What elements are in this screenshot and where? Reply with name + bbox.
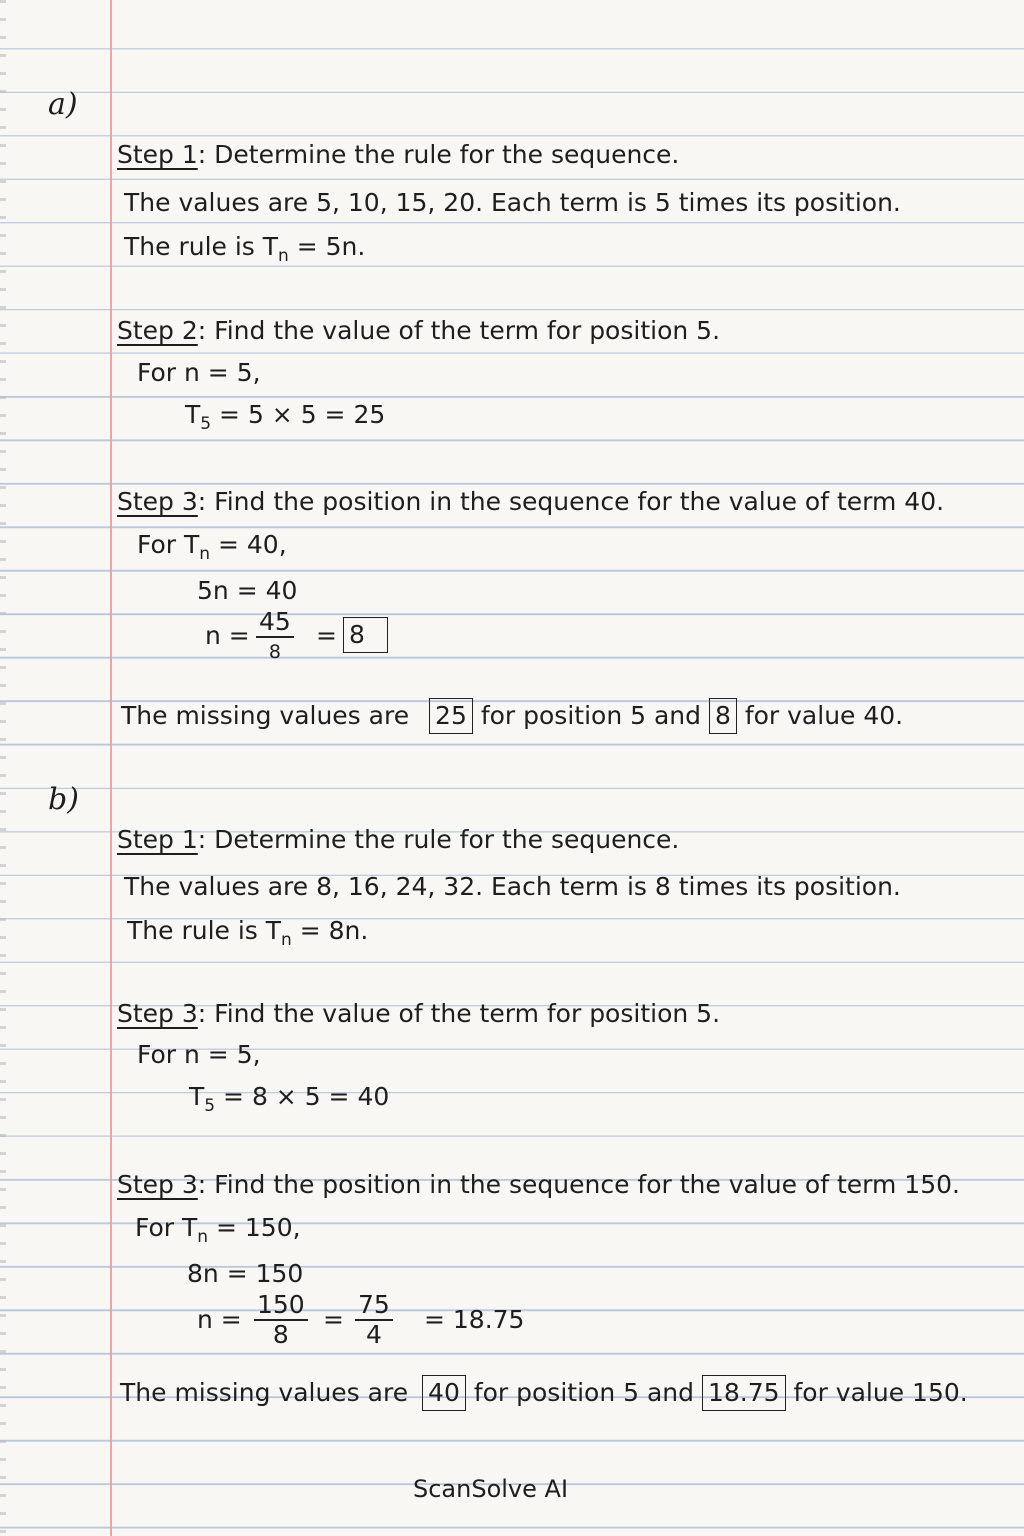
a-step3-text: : Find the position in the sequence for the value of term 40. [197,487,945,516]
b-step3-title: Step 3 [117,1170,198,1199]
a-frac-den: 8 [268,641,281,663]
margin-line [110,0,112,1536]
b-frac1-den: 8 [272,1320,289,1349]
a-step2-calc [185,400,386,434]
a-s3-pre: For T [137,530,200,559]
b-calc-post: = 8 × 5 = 40 [215,1082,390,1111]
b-s3-sub: n [197,1227,209,1247]
b-summary-pre: The missing values are [120,1378,409,1407]
a-s3-sub: n [199,544,211,564]
a-step1-text: : Determine the rule for the sequence. [197,140,680,169]
b-rule-pre: The rule is T [127,916,282,945]
b-step3-line1 [135,1213,301,1247]
a-calc-post: = 5 × 5 = 25 [211,400,386,429]
b-step2-calc [189,1082,390,1116]
a-rule-sub: n [278,246,289,266]
b-frac-eq: = [323,1305,344,1334]
a-n-equals: n = [205,621,250,650]
b-summary-post: for value 150. [793,1378,968,1407]
b-step1-line1: The values are 8, 16, 24, 32. Each term is 8 times its position. [124,872,901,901]
a-calc-sub: 5 [200,414,212,434]
a-calc-pre: T [185,400,201,429]
b-step1-heading [117,825,679,855]
a-step3-equation: 5n = 40 [197,576,298,605]
a-summary-v1: 25 [429,698,473,734]
a-frac-num: 45 [256,608,294,638]
a-step3-line1 [137,530,287,564]
b-step1-text: : Determine the rule for the sequence. [197,825,680,854]
a-fraction [256,608,294,666]
b-frac2-num: 75 [355,1291,393,1321]
a-summary-post: for value 40. [744,701,904,730]
a-step1-line1: The values are 5, 10, 15, 20. Each term is 5 times its position. [124,188,901,217]
b-step1-title: Step 1 [117,825,198,854]
a-step2-text: : Find the value of the term for position 5. [197,316,721,345]
footer-brand: ScanSolve AI [413,1475,569,1503]
b-calc-sub: 5 [204,1096,216,1116]
a-summary-pre: The missing values are [121,701,410,730]
a-rule-post: = 5n. [288,232,366,261]
a-s3-post: = 40, [210,530,287,559]
a-step2-title: Step 2 [117,316,198,345]
a-step2-line1: For n = 5, [137,358,261,387]
b-n-equals: n = [197,1305,242,1334]
a-step2-heading [117,316,720,346]
a-summary-mid: for position 5 and [480,701,701,730]
part-b-label: b) [48,782,79,817]
b-summary [120,1375,968,1411]
b-summary-mid: for position 5 and [473,1378,694,1407]
a-step1-heading [117,140,679,170]
a-step3-title: Step 3 [117,487,198,516]
b-step2-line1: For n = 5, [137,1040,261,1069]
b-step3-heading [117,1170,960,1200]
b-step3-equation: 8n = 150 [187,1259,304,1288]
a-summary-v2: 8 [709,698,737,734]
b-rule-sub: n [281,930,292,950]
part-a-label: a) [48,87,78,122]
a-frac-eq: = [316,621,337,650]
a-result-box [343,617,388,653]
a-summary [121,698,903,734]
b-step2-text: : Find the value of the term for position 5. [197,999,721,1028]
a-result: 8 [343,617,388,653]
a-rule-pre: The rule is T [124,232,279,261]
b-fraction-2 [355,1291,393,1349]
b-step1-rule [127,916,369,950]
a-step1-title: Step 1 [117,140,198,169]
b-fraction-1 [254,1291,308,1349]
b-frac1-num: 150 [254,1291,308,1321]
binding-edge [0,0,6,1536]
b-summary-v1: 40 [422,1375,466,1411]
b-step3-text: : Find the position in the sequence for the value of term 150. [197,1170,960,1199]
b-step2-heading [117,999,720,1029]
b-result: = 18.75 [424,1305,525,1334]
b-s3-post: = 150, [208,1213,301,1242]
a-step1-rule [124,232,366,266]
b-summary-v2: 18.75 [702,1375,786,1411]
a-step3-heading [117,487,944,517]
b-calc-pre: T [189,1082,205,1111]
b-rule-post: = 8n. [291,916,369,945]
b-frac2-den: 4 [365,1320,382,1349]
b-step2-title: Step 3 [117,999,198,1028]
b-s3-pre: For T [135,1213,198,1242]
